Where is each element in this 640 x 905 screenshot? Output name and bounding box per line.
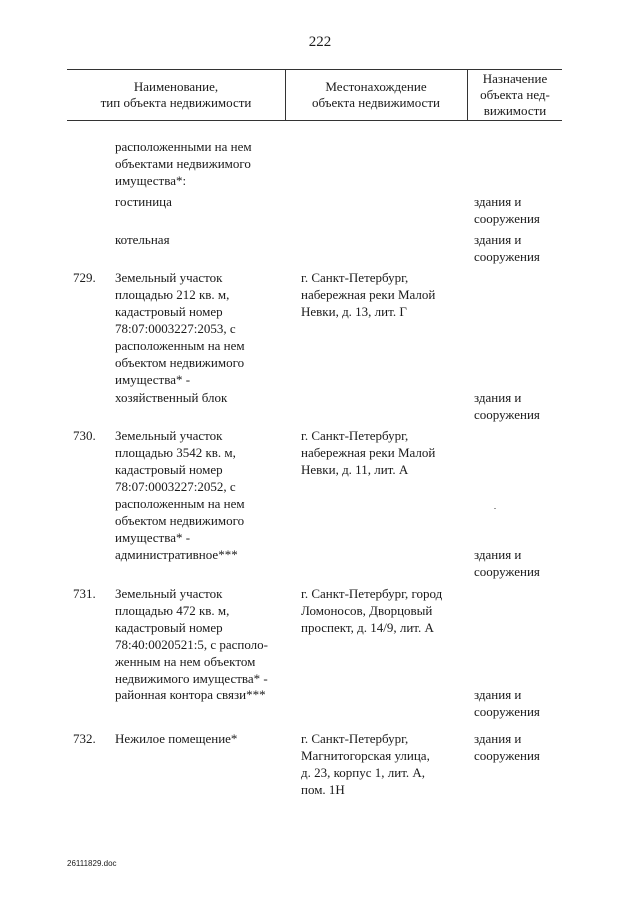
text-line: кадастровый номер — [115, 304, 223, 319]
document-filename: 26111829.doc — [67, 859, 117, 868]
text-line: Магнитогорская улица, — [301, 748, 430, 763]
text-line: здания и — [474, 731, 522, 746]
header-location-column — [285, 79, 467, 111]
row-name-cell — [115, 730, 237, 747]
text-line: объектами недвижимого — [115, 156, 251, 171]
text-line: объектом недвижимого — [115, 355, 245, 370]
text-line: Ломоносов, Дворцовый — [301, 603, 433, 618]
text-line: здания и — [474, 232, 522, 247]
text-line: сооружения — [474, 407, 540, 422]
table-header-bottom-rule — [67, 120, 562, 121]
text-line: пом. 1Н — [301, 782, 345, 797]
text-line: набережная реки Малой — [301, 445, 436, 460]
text-line: кадастровый номер — [115, 462, 223, 477]
header-line: Назначение — [482, 71, 548, 86]
header-line: объекта недвижимости — [312, 95, 440, 110]
row-number: 730. — [73, 428, 96, 443]
header-purpose-column — [468, 71, 562, 119]
text-line: недвижимого имущества* - — [115, 671, 268, 686]
row-purpose-cell — [474, 730, 540, 764]
text-line: площадью 472 кв. м, — [115, 603, 230, 618]
text-line: сооружения — [474, 249, 540, 264]
header-line: Местонахождение — [325, 79, 427, 94]
row-purpose-cell — [474, 389, 540, 423]
text-line: Нежилое помещение* — [115, 731, 238, 746]
text-line: котельная — [115, 232, 170, 247]
text-line: имущества* - — [115, 372, 191, 387]
text-line: сооружения — [474, 211, 540, 226]
row-location-cell — [301, 427, 435, 478]
row-location-cell — [301, 730, 430, 798]
text-line: женным на нем объектом — [115, 654, 256, 669]
row-name-cell — [115, 585, 268, 687]
text-line: Невки, д. 13, лит. Г — [301, 304, 407, 319]
text-line: 78:40:0020521:5, с располо- — [115, 637, 268, 652]
row-name-cell — [115, 427, 245, 546]
text-line: Земельный участок — [115, 270, 223, 285]
text-line: районная контора связи*** — [115, 687, 266, 702]
text-line: площадью 3542 кв. м, — [115, 445, 236, 460]
text-line: г. Санкт-Петербург, — [301, 270, 409, 285]
row-location-cell — [301, 269, 435, 320]
header-line: Наименование, — [133, 79, 219, 94]
text-line: гостиница — [115, 194, 172, 209]
text-line: сооружения — [474, 564, 540, 579]
row-number: 732. — [73, 731, 96, 746]
row-name-cell — [115, 546, 238, 563]
table-header-top-rule — [67, 69, 562, 70]
text-line: здания и — [474, 547, 522, 562]
row-purpose-cell — [474, 231, 540, 265]
text-line: здания и — [474, 390, 522, 405]
text-line: г. Санкт-Петербург, город — [301, 586, 443, 601]
text-line: хозяйственный блок — [115, 390, 228, 405]
text-line: кадастровый номер — [115, 620, 223, 635]
text-line: г. Санкт-Петербург, — [301, 428, 409, 443]
text-line: сооружения — [474, 704, 540, 719]
row-location-cell — [301, 585, 442, 636]
text-line: здания и — [474, 194, 522, 209]
text-line: Невки, д. 11, лит. А — [301, 462, 409, 477]
text-line: Земельный участок — [115, 428, 223, 443]
scan-speck — [494, 508, 496, 509]
text-line: набережная реки Малой — [301, 287, 436, 302]
row-number: 729. — [73, 270, 96, 285]
row-number: 731. — [73, 586, 96, 601]
text-line: имущества*: — [115, 173, 187, 188]
text-line: расположенными на нем — [115, 139, 252, 154]
text-line: расположенным на нем — [115, 496, 245, 511]
row-purpose-cell — [474, 686, 540, 720]
text-line: площадью 212 кв. м, — [115, 287, 230, 302]
text-line: д. 23, корпус 1, лит. А, — [301, 765, 426, 780]
header-line: вижимости — [483, 103, 547, 118]
text-line: 78:07:0003227:2053, с — [115, 321, 236, 336]
header-line: объекта нед- — [480, 87, 550, 102]
text-line: имущества* - — [115, 530, 191, 545]
row-purpose-cell — [474, 546, 540, 580]
text-line: Земельный участок — [115, 586, 223, 601]
row-name-cell — [115, 269, 245, 388]
header-name-column — [67, 79, 285, 111]
page-number: 222 — [308, 34, 332, 50]
row-purpose-cell — [474, 193, 540, 227]
row-name-cell — [115, 138, 252, 189]
text-line: расположенным на нем — [115, 338, 245, 353]
row-name-cell — [115, 686, 266, 703]
text-line: объектом недвижимого — [115, 513, 245, 528]
text-line: проспект, д. 14/9, лит. А — [301, 620, 434, 635]
text-line: сооружения — [474, 748, 540, 763]
row-name-cell — [115, 231, 170, 248]
text-line: административное*** — [115, 547, 238, 562]
row-name-cell — [115, 193, 172, 210]
text-line: здания и — [474, 687, 522, 702]
text-line: 78:07:0003227:2052, с — [115, 479, 236, 494]
text-line: г. Санкт-Петербург, — [301, 731, 409, 746]
row-name-cell — [115, 389, 227, 406]
header-line: тип объекта недвижимости — [100, 95, 252, 110]
